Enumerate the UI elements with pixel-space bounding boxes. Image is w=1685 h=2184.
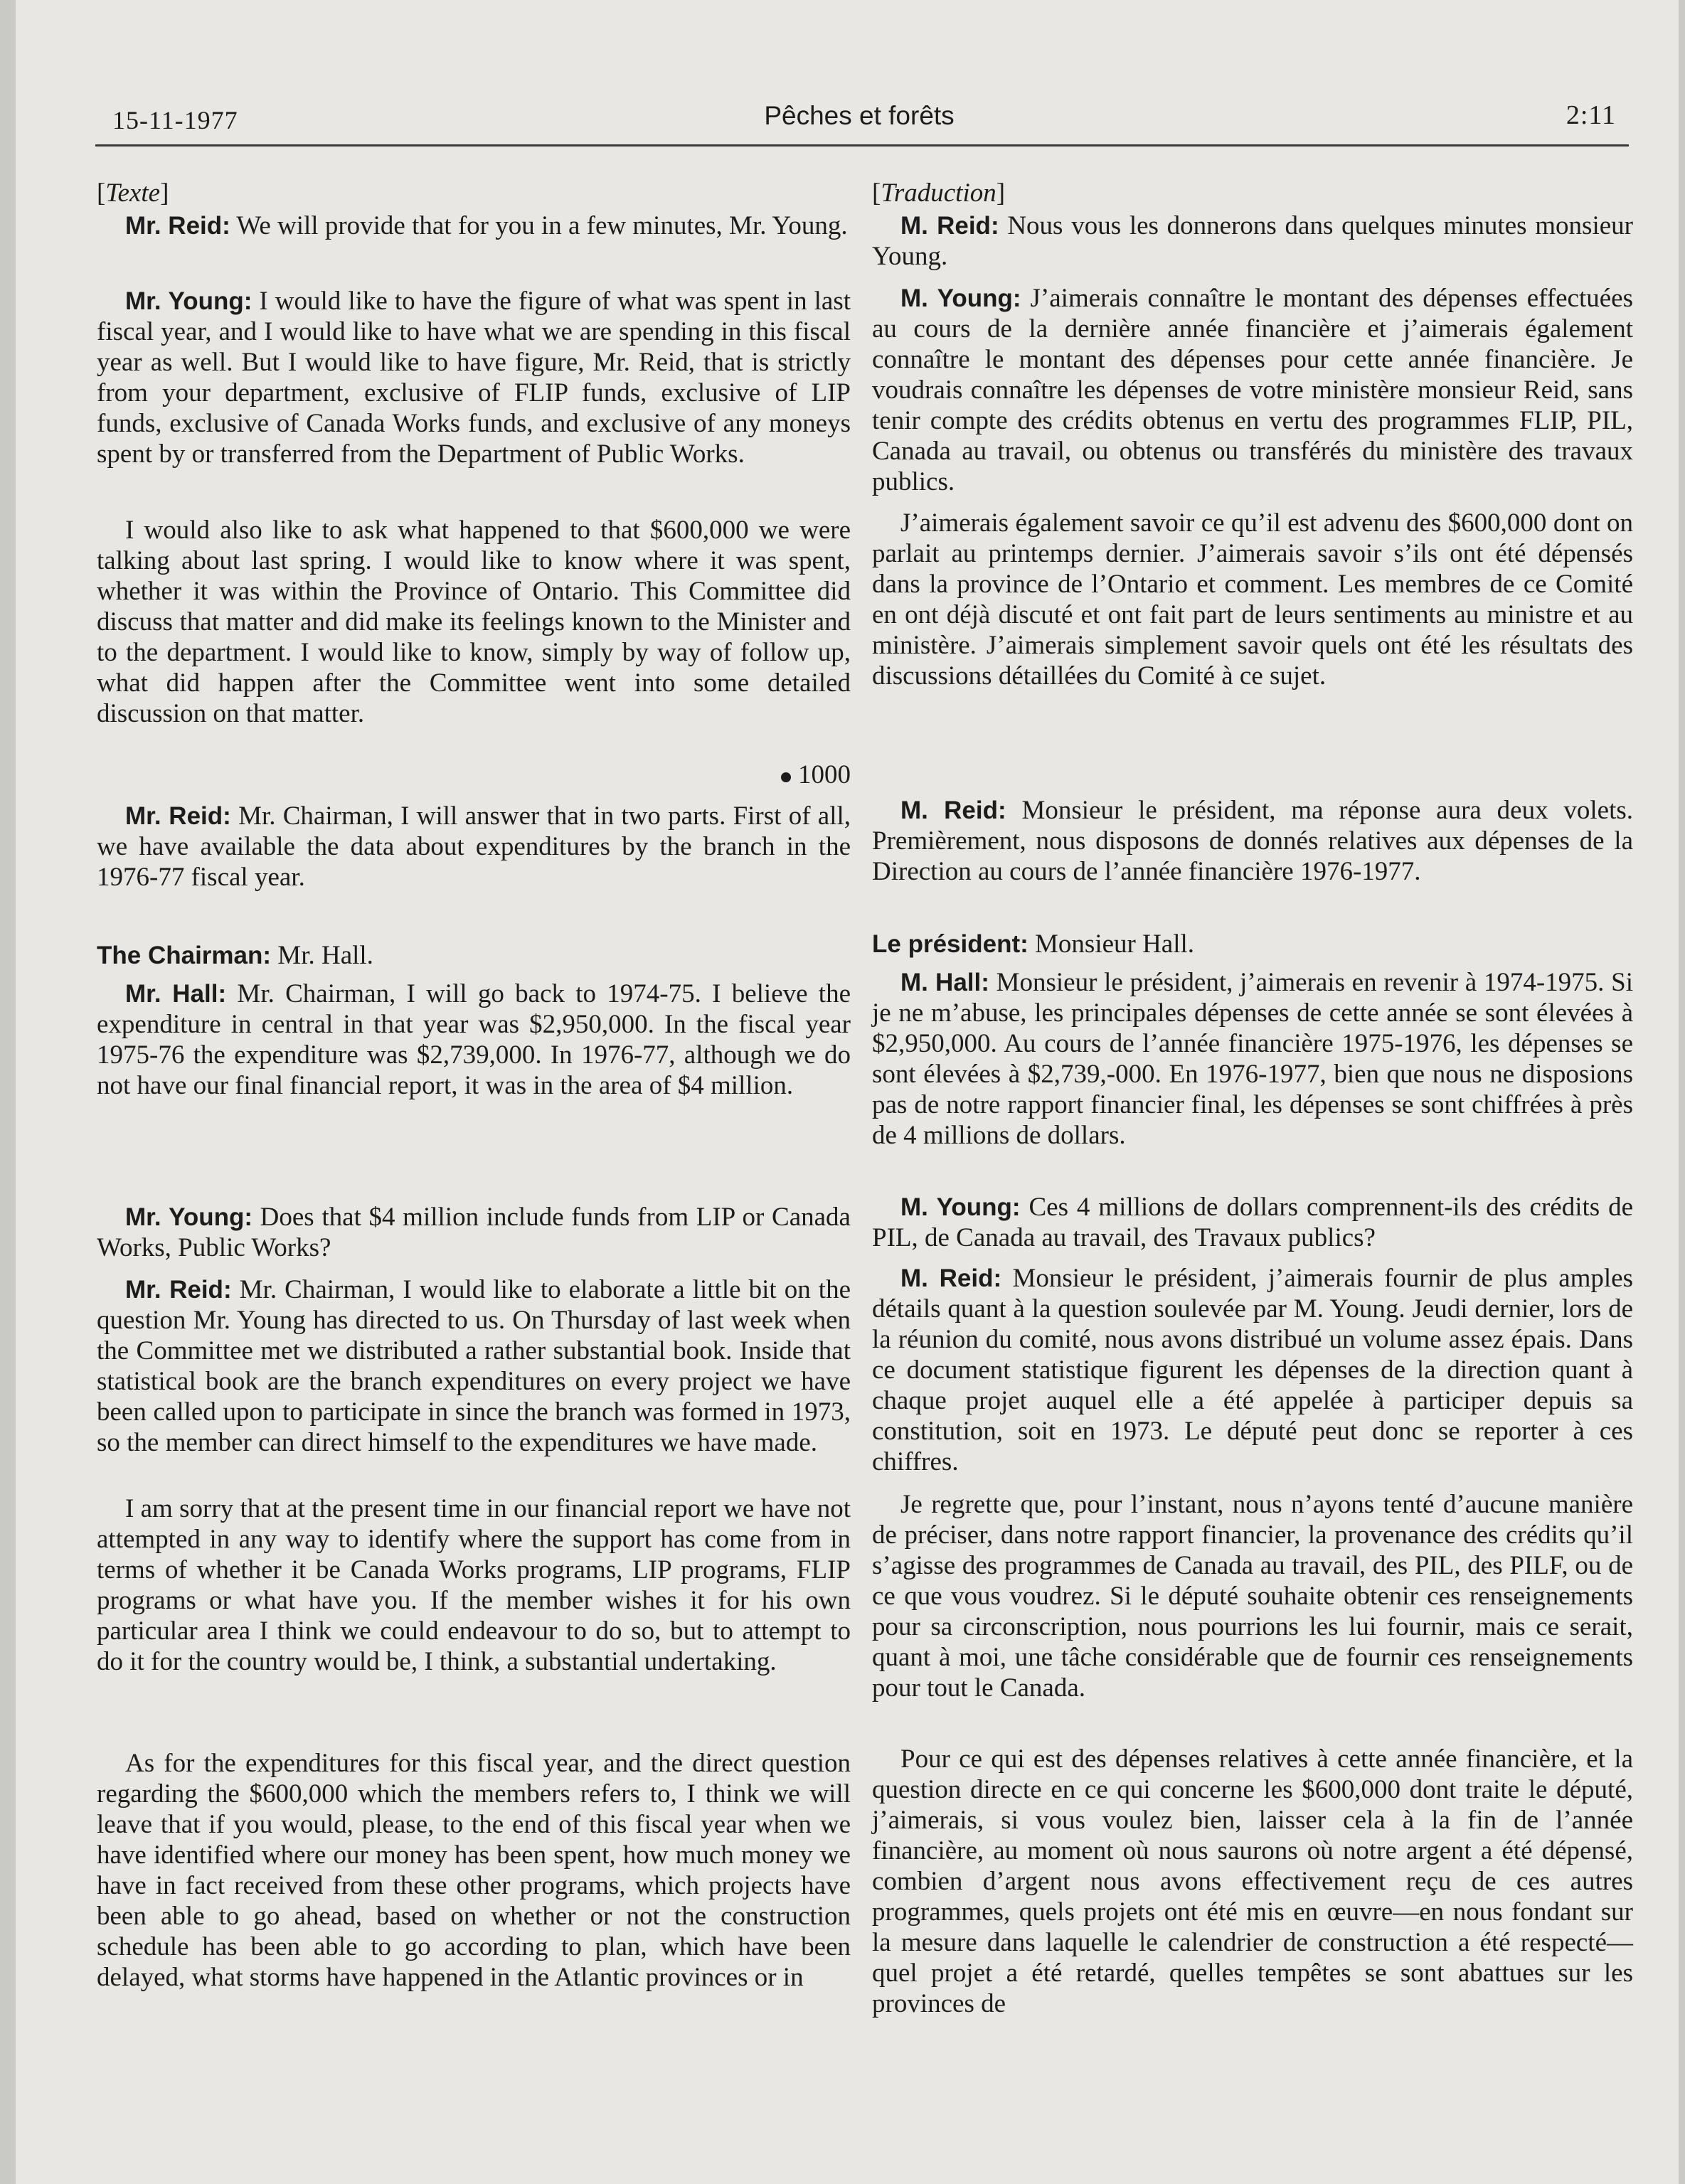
- speaker-name: Mr. Reid:: [125, 1276, 232, 1304]
- paragraph: Pour ce qui est des dépenses relatives à cette année financière, et la question directe en ce qui concerne les $600,000 dont traite le député, j’aimerais, si vous voulez bien, laisser cela à la fin de l’année financière, au moment où nous saurons où notre argent a été dépensé, combien d’argent nous avons effectivement reçu de ces autres programmes, quels projets ont été mis en œuvre—en nous fondant sur la mesure dans laquelle le calendrier de construction a été respecté—quel projet a été retardé, quelles tempêtes se sont abattues sur les provinces de: [872, 1744, 1633, 2018]
- paragraph: M. Young: Ces 4 millions de dollars comprennent-ils des crédits de PIL, de Canada au travail, des Travaux publics?: [872, 1193, 1633, 1252]
- section-label: [Traduction]: [872, 179, 1006, 208]
- header-page-number: 2:11: [1566, 100, 1616, 130]
- speaker-name: M. Reid:: [900, 1264, 1002, 1292]
- header-rule: [95, 144, 1629, 147]
- paragraph: M. Reid: Nous vous les donnerons dans quelques minutes monsieur Young.: [872, 211, 1633, 271]
- speaker-name: Mr. Young:: [125, 287, 253, 315]
- section-label: [Texte]: [97, 179, 169, 208]
- header-title: Pêches et forêts: [764, 101, 955, 130]
- speaker-name: M. Reid:: [900, 212, 999, 240]
- paragraph: Le président: Monsieur Hall.: [872, 929, 1195, 959]
- paragraph: I would also like to ask what happened to that $600,000 we were talking about last spring. I would like to know where it was spent, whether it was within the Province of Ontario. This Committee did discuss that matter and did make its feelings known to the Minister and to the department. I would like to know, simply by way of follow up, what did happen after the Committee went into some detailed discussion on that matter.: [97, 516, 851, 728]
- bullet-icon: [781, 772, 791, 782]
- paragraph: Mr. Reid: Mr. Chairman, I will answer that in two parts. First of all, we have available the data about expenditures by the branch in the 1976-77 fiscal year.: [97, 801, 851, 892]
- speaker-name: Mr. Young:: [125, 1203, 253, 1231]
- paragraph: Mr. Young: I would like to have the figure of what was spent in last fiscal year, and I would like to have what we are spending in this fiscal year as well. But I would like to have figure, Mr. Reid, that is strictly from your department, exclusive of FLIP funds, exclusive of LIP funds, exclusive of Canada Works funds, and exclusive of any moneys spent by or transferred from the Department of Public Works.: [97, 287, 851, 469]
- paragraph: Mr. Reid: We will provide that for you in a few minutes, Mr. Young.: [125, 211, 848, 240]
- speaker-name: Mr. Hall:: [125, 980, 227, 1008]
- paragraph: Mr. Hall: Mr. Chairman, I will go back to 1974-75. I believe the expenditure in central in that year was $2,950,000. In the fiscal year 1975-76 the expenditure was $2,739,000. In 1976-77, although we do not have our final financial report, it was in the area of $4 million.: [97, 979, 851, 1100]
- paragraph: M. Young: J’aimerais connaître le montant des dépenses effectuées au cours de la dernière année financière et j’aimerais également connaître le montant des dépenses pour cette année financière. Je voudrais connaître les dépenses de votre ministère monsieur Reid, sans tenir compte des crédits obtenus en vertu des programmes FLIP, PIL, Canada au travail, ou obtenus ou transférés du ministère des travaux publics.: [872, 284, 1633, 496]
- speaker-name: M. Reid:: [900, 797, 1006, 824]
- speaker-name: Le président:: [872, 930, 1028, 958]
- page-header: [95, 100, 1623, 148]
- document-page: [16, 0, 1679, 2184]
- paragraph: Mr. Young: Does that $4 million include funds from LIP or Canada Works, Public Works?: [97, 1203, 851, 1262]
- paragraph: Je regrette que, pour l’instant, nous n’ayons tenté d’aucune manière de préciser, dans notre rapport financier, la provenance des crédits qu’il s’agisse des programmes de Canada au travail, des PIL, des PILF, ou de ce que vous voudrez. Si le député souhaite obtenir ces renseignements pour sa circonscription, nous pourrions les lui fournir, mais ce serait, quant à moi, une tâche considérable que de fournir ces renseignements pour tout le Canada.: [872, 1490, 1633, 1703]
- speaker-name: Mr. Reid:: [125, 802, 231, 830]
- speaker-name: The Chairman:: [97, 942, 272, 969]
- header-date: 15-11-1977: [112, 106, 238, 134]
- paragraph: M. Reid: Monsieur le président, ma réponse aura deux volets. Premièrement, nous disposons de donnés relatives aux dépenses de la Direction au cours de l’année financière 1976-1977.: [872, 796, 1634, 886]
- paragraph: The Chairman: Mr. Hall.: [97, 941, 373, 970]
- speaker-name: M. Hall:: [900, 969, 989, 996]
- speaker-name: M. Young:: [900, 1193, 1021, 1221]
- paragraph: M. Reid: Monsieur le président, j’aimerais fournir de plus amples détails quant à la question soulevée par M. Young. Jeudi dernier, lors de la réunion du comité, nous avons distribué un volume assez épais. Dans ce document statistique figurent les dépenses de la direction quant à chaque projet auquel elle a été appelée à participer depuis sa constitution, soit en 1973. Le député peut donc se reporter à ces chiffres.: [872, 1264, 1633, 1476]
- paragraph: M. Hall: Monsieur le président, j’aimerais en revenir à 1974-1975. Si je ne m’abuse, les principales dépenses de cette année se sont élevées à $2,950,000. Au cours de l’année financière 1975-1976, les dépenses se sont élevées à $2,739,-000. En 1976-1977, bien que nous ne disposions pas de notre rapport financier final, les dépenses se sont chiffrées à près de 4 millions de dollars.: [872, 968, 1633, 1150]
- time-marker: 1000: [97, 760, 859, 790]
- paragraph: Mr. Reid: Mr. Chairman, I would like to elaborate a little bit on the question Mr. Young has directed to us. On Thursday of last week when the Committee met we distributed a rather substantial book. Inside that statistical book are the branch expenditures on every project we have been called upon to participate in since the branch was formed in 1973, so the member can direct himself to the expenditures we have made.: [97, 1275, 851, 1457]
- speaker-name: Mr. Reid:: [125, 212, 230, 240]
- paragraph: J’aimerais également savoir ce qu’il est advenu des $600,000 dont on parlait au printemps dernier. J’aimerais savoir s’ils ont été dépensés dans la province de l’Ontario et comment. Les membres de ce Comité en ont déjà discuté et ont fait part de leurs sentiments au ministre et au ministère. J’aimerais simplement savoir quels ont été les résultats des discussions détaillées du Comité à ce sujet.: [872, 508, 1633, 691]
- speaker-name: M. Young:: [900, 284, 1021, 312]
- paragraph: As for the expenditures for this fiscal year, and the direct question regarding the $600,000 which the members refers to, I think we will leave that if you would, please, to the end of this fiscal year when we have identified where our money has been spent, how much money we have in fact received from these other programs, which projects have been able to go ahead, based on whether or not the construction schedule has been able to go according to plan, which have been delayed, what storms have happened in the Atlantic provinces or in: [97, 1749, 851, 1992]
- paragraph: I am sorry that at the present time in our financial report we have not attempted in any way to identify where the support has come from in terms of whether it be Canada Works programs, LIP programs, FLIP programs or what have you. If the member wishes it for his own particular area I think we could endeavour to do so, but to attempt to do it for the country would be, I think, a substantial undertaking.: [97, 1494, 851, 1676]
